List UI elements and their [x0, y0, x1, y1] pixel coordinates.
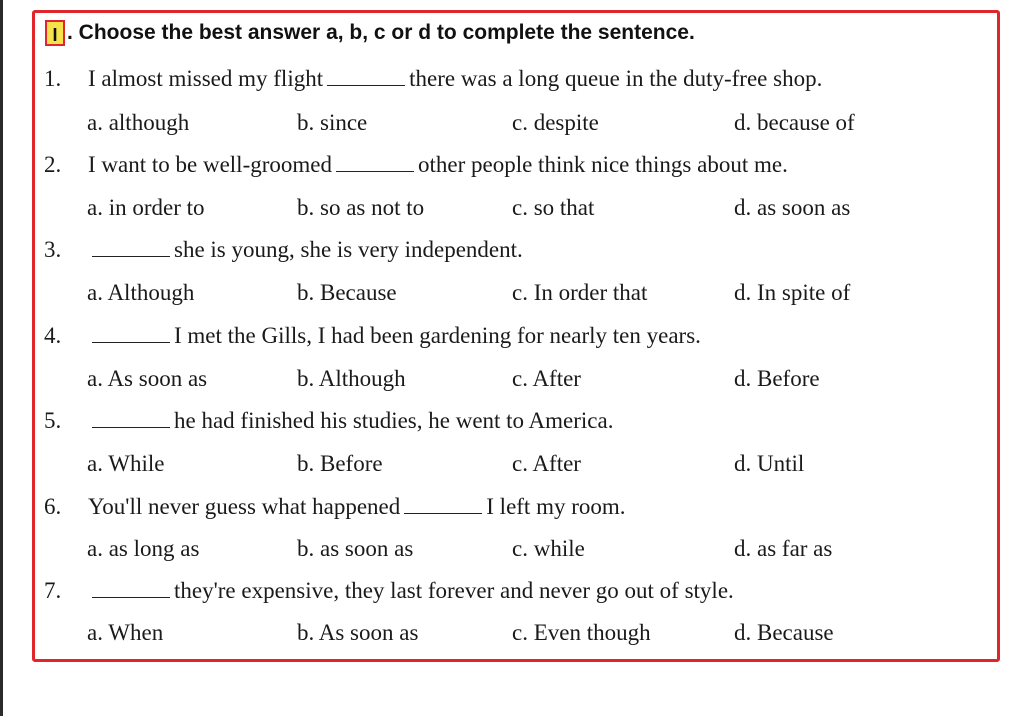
- question-number: 6.: [44, 494, 62, 519]
- question-text-after: other people think nice things about me.: [417, 152, 788, 177]
- option-b[interactable]: b. As soon as: [297, 620, 419, 645]
- option-a[interactable]: a. When: [87, 620, 164, 645]
- option-b[interactable]: b. Because: [297, 280, 397, 305]
- question-text-after: they're expensive, they last forever and never go out of style.: [174, 578, 734, 603]
- option-d[interactable]: d. Before: [734, 366, 820, 391]
- answer-blank[interactable]: [404, 499, 482, 514]
- option-d[interactable]: d. Because: [734, 620, 834, 645]
- question-text-before: I almost missed my flight: [88, 66, 324, 91]
- question-text-after: I left my room.: [486, 494, 626, 519]
- option-b[interactable]: b. Before: [297, 451, 383, 476]
- answer-blank[interactable]: [92, 328, 170, 343]
- options-3: [0, 280, 1024, 310]
- question-number: 5.: [44, 408, 62, 433]
- option-a[interactable]: a. in order to: [87, 195, 205, 220]
- answer-blank[interactable]: [327, 71, 405, 86]
- question-text: [88, 494, 626, 520]
- question-text-after: I met the Gills, I had been gardening for nearly ten years.: [174, 323, 701, 348]
- option-c[interactable]: c. After: [512, 366, 581, 391]
- options-5: [0, 451, 1024, 481]
- exercise-header: [45, 18, 695, 48]
- question-text-before: You'll never guess what happened: [88, 494, 401, 519]
- question-number: 4.: [44, 323, 62, 348]
- option-c[interactable]: c. while: [512, 536, 585, 561]
- question-number: 1.: [44, 66, 62, 91]
- question-text: [88, 66, 822, 92]
- option-a[interactable]: a. As soon as: [87, 366, 208, 391]
- option-c[interactable]: c. In order that: [512, 280, 648, 305]
- question-number: 7.: [44, 578, 62, 603]
- page-left-edge: [0, 0, 3, 716]
- question-text: [88, 323, 701, 349]
- option-c[interactable]: c. despite: [512, 110, 599, 135]
- option-a[interactable]: a. Although: [87, 280, 195, 305]
- question-text-after: there was a long queue in the duty-free shop.: [409, 66, 823, 91]
- option-d[interactable]: d. as soon as: [734, 195, 851, 220]
- option-c[interactable]: c. After: [512, 451, 581, 476]
- option-d[interactable]: d. because of: [734, 110, 855, 135]
- answer-blank[interactable]: [92, 242, 170, 257]
- answer-blank[interactable]: [336, 157, 414, 172]
- option-b[interactable]: b. so as not to: [297, 195, 425, 220]
- option-b[interactable]: b. since: [297, 110, 368, 135]
- option-d[interactable]: d. Until: [734, 451, 805, 476]
- options-2: [0, 195, 1024, 225]
- options-7: [0, 620, 1024, 650]
- option-a[interactable]: a. While: [87, 451, 165, 476]
- option-a[interactable]: a. as long as: [87, 536, 200, 561]
- question-text-before: I want to be well-groomed: [88, 152, 332, 177]
- question-text: [88, 237, 523, 263]
- option-c[interactable]: c. Even though: [512, 620, 651, 645]
- option-b[interactable]: b. Although: [297, 366, 406, 391]
- option-a[interactable]: a. although: [87, 110, 190, 135]
- question-text: [88, 408, 613, 434]
- question-text: [88, 152, 788, 178]
- section-number-badge: I: [45, 20, 65, 46]
- options-1: [0, 110, 1024, 140]
- question-text: [88, 578, 734, 604]
- option-c[interactable]: c. so that: [512, 195, 595, 220]
- options-6: [0, 536, 1024, 566]
- options-4: [0, 366, 1024, 396]
- question-text-after: he had finished his studies, he went to America.: [174, 408, 614, 433]
- answer-blank[interactable]: [92, 413, 170, 428]
- option-d[interactable]: d. In spite of: [734, 280, 851, 305]
- option-b[interactable]: b. as soon as: [297, 536, 414, 561]
- question-number: 3.: [44, 237, 62, 262]
- option-d[interactable]: d. as far as: [734, 536, 833, 561]
- answer-blank[interactable]: [92, 583, 170, 598]
- instruction-text: . Choose the best answer a, b, c or d to complete the sentence.: [67, 21, 695, 44]
- question-number: 2.: [44, 152, 62, 177]
- question-text-after: she is young, she is very independent.: [174, 237, 523, 262]
